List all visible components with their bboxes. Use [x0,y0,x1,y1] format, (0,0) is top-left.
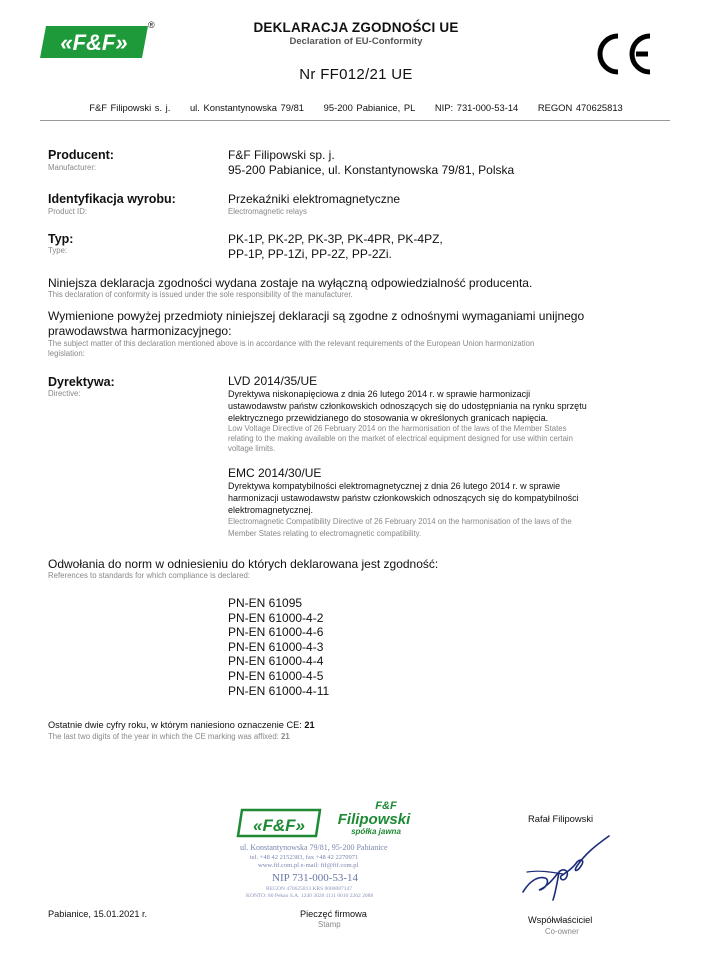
responsibility-text-en: This declaration of conformity is issued under the sole responsibility of the manufacturer. [48,290,353,299]
standard-item: PN-EN 61000-4-3 [228,639,324,654]
producer-name: F&F Filipowski sp. j. [228,148,335,162]
stamp-nip: NIP 731-000-53-14 [272,872,359,884]
company-street: ul. Konstantynowska 79/81 [189,102,305,113]
directive-emc-code: EMC 2014/30/UE [228,466,322,480]
type-label: Typ: [48,232,74,246]
place-date: Pabianice, 15.01.2021 r. [48,909,148,919]
stamp-form: spółka jawna [351,827,401,836]
company-address-line [0,102,712,113]
product-value-en: Electromagnetic relays [228,207,307,216]
ff-logo [40,24,152,60]
directive-emc-en-1: Electromagnetic Compatibility Directive of 26 February 2014 on the harmonisation of the laws of the [228,517,572,526]
stamp-address: ul. Konstantynowska 79/81, 95-200 Pabianice [240,843,388,852]
standard-item: PN-EN 61000-4-4 [228,654,324,669]
signer-role: Współwłaściciel [528,915,593,925]
logo-text: «F&F» [60,30,128,55]
stamp-logo: «F&F» [253,816,305,835]
registered-mark: ® [148,20,155,30]
directive-emc-pl-1: Dyrektywa kompatybilności elektromagnetycznej z dnia 26 lutego 2014 r. w sprawie [228,481,561,491]
standards-heading: Odwołania do norm w odniesieniu do których deklarowana jest zgodność: [48,557,439,571]
company-nip: NIP: 731-000-53-14 [434,102,519,113]
directive-emc-en-2: Member States relating to electromagnetic compatibility. [228,529,422,538]
signer-role-en: Co-owner [545,927,579,936]
product-label-en: Product ID: [48,207,87,216]
type-line-1: PK-1P, PK-2P, PK-3P, PK-4PR, PK-4PZ, [228,232,443,246]
conformity-en-line-2: legislation: [48,349,85,358]
signature-icon [515,832,615,904]
product-value: Przekaźniki elektromagnetyczne [228,192,401,206]
header-divider [40,120,670,121]
signer-name: Rafał Filipowski [528,813,594,824]
ce-year-value: 21 [304,720,315,730]
directive-lvd-en-1: Low Voltage Directive of 26 February 2014 on the harmonisation of the laws of the Member States [228,424,567,433]
stamp-phones: tel. +48 42 2152383, fax +48 42 2270971 [250,854,359,861]
stamp-regon: REGON 470625813 KRS 0000087147 [266,886,353,892]
directive-lvd-code: LVD 2014/35/UE [228,374,318,388]
producer-label: Producent: [48,148,114,162]
standard-item: PN-EN 61000-4-5 [228,668,324,683]
company-stamp [236,800,436,910]
directive-emc-pl-2: harmonizacji ustawodawstw państw członkowskich odnoszących się do kompatybilności [228,493,579,503]
producer-label-en: Manufacturer: [48,163,97,172]
type-label-en: Type: [48,246,68,255]
stamp-brand-top: F&F [375,800,397,812]
stamp-label: Pieczęć firmowa [300,909,367,919]
standard-item: PN-EN 61000-4-11 [228,683,330,698]
company-regon: REGON 470625813 [537,102,623,113]
standard-item: PN-EN 61000-4-2 [228,610,324,625]
stamp-brand: Filipowski [337,811,411,828]
ce-year-line-en [48,732,290,741]
standard-item: PN-EN 61000-4-6 [228,625,324,640]
directive-lvd-pl-2: ustawodawstw państw członkowskich odnoszących się do udostępniania na rynku sprzętu [228,401,587,411]
ce-year-text: Ostatnie dwie cyfry roku, w którym naniesiono oznaczenie CE: [48,720,302,730]
stamp-account: KONTO: 80 Pekao S.A. 1240 3028 1111 0010 2262 2088 [246,893,374,899]
directive-lvd-en-2: relating to the making available on the market of electrical equipment designed for use within certain [228,434,573,443]
directive-label: Dyrektywa: [48,375,115,389]
ce-year-line [48,720,315,730]
directive-lvd-en-3: voltage limits. [228,444,276,453]
doc-number: Nr FF012/21 UE [299,66,413,83]
ce-year-text-en: The last two digits of the year in which the CE marking was affixed: [48,732,279,741]
doc-subtitle: Declaration of EU-Conformity [289,36,423,47]
doc-title: DEKLARACJA ZGODNOŚCI UE [253,20,459,35]
ce-mark-icon [592,30,656,78]
standards-heading-en: References to standards for which compliance is declared: [48,571,250,580]
product-label: Identyfikacja wyrobu: [48,192,176,206]
conformity-line-1: Wymienione powyżej przedmioty niniejszej deklaracji są zgodne z odnośnymi wymaganiami unijnego [48,309,585,323]
company-name: F&F Filipowski s. j. [89,102,171,113]
type-line-2: PP-1P, PP-1Zi, PP-2Z, PP-2Zi. [228,247,392,261]
directive-lvd-pl-1: Dyrektywa niskonapięciowa z dnia 26 lutego 2014 r. w sprawie harmonizacji [228,389,531,399]
directive-emc-pl-3: elektromagnetycznej. [228,505,314,515]
directive-label-en: Directive: [48,389,81,398]
stamp-web: www.fif.com.pl e-mail: fif@fif.com.pl [258,862,359,869]
standard-item: PN-EN 61095 [228,596,303,610]
conformity-en-line-1: The subject matter of this declaration mentioned above is in accordance with the relevant requirements of the European Union harmonization [48,339,535,348]
directive-lvd-pl-3: elektrycznego przewidzianego do stosowania w określonych granicach napięcia. [228,413,549,423]
ce-year-value-en: 21 [281,732,290,741]
stamp-label-en: Stamp [318,920,341,929]
producer-address: 95-200 Pabianice, ul. Konstantynowska 79/81, Polska [228,163,515,177]
standards-list [228,596,329,698]
conformity-line-2: prawodawstwa harmonizacyjnego: [48,324,232,338]
responsibility-text: Niniejsza deklaracja zgodności wydana zostaje na wyłączną odpowiedzialność producenta. [48,276,533,290]
company-city: 95-200 Pabianice, PL [323,102,416,113]
